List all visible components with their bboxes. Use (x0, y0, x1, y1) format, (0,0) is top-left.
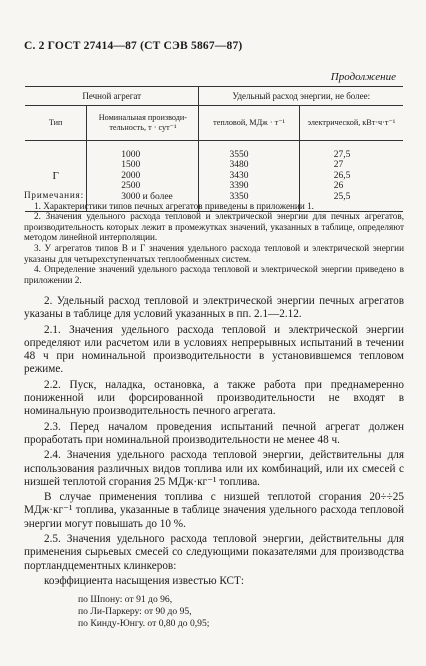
notes-section (24, 190, 404, 285)
electric-value: 26,5 (333, 170, 351, 181)
paragraph: 2.2. Пуск, наладка, остановка, а также работа при преднамеренно пониженной или форсированной производительности не входят в номинальную производительность печного агрегата. (24, 378, 404, 418)
note-item: 4. Определение значений удельного расхода тепловой и электрической энергии приведено в приложении 2. (24, 264, 404, 285)
group-header-consumption: Удельный расход энергии, не более: (199, 87, 403, 106)
body-text (24, 295, 404, 630)
list-item: по Шпону: от 91 до 96, (78, 594, 173, 606)
electric-value: 25,5 (333, 191, 351, 202)
column-header-type: Тип (25, 106, 87, 141)
list-lead: коэффициента насыщения известью КСТ: (44, 574, 244, 587)
paragraph: В случае применения топлива с низшей теплотой сгорания 20÷÷25 МДж·кг⁻¹ топлива, указанные в таблице значения удельного расхода тепловой энергии могут повышать до 10 %. (24, 491, 404, 530)
thermal-value: 3550 (229, 149, 249, 160)
criteria-list (78, 594, 404, 630)
list-item: по Кинду-Юнгу. от 0,80 до 0,95; (78, 618, 210, 630)
paragraph: 2.5. Значения удельного расхода тепловой энергии, действительны для применения сырьевых смесей со следующими показателями для производства портландцементных клинкеров: (24, 533, 404, 572)
electric-value: 27 (333, 160, 344, 171)
notes-title: Примечания: (24, 190, 84, 200)
list-item: по Ли-Паркеру: от 90 до 95, (78, 606, 192, 618)
note-item: 1. Характеристики типов печных агрегатов приведены в приложении 1. (34, 200, 314, 211)
thermal-value: 3350 (229, 191, 249, 202)
column-header-capacity: Номинальная производи-тельность, т · сут⁻¹ (87, 106, 199, 141)
paragraph: 2. Удельный расход тепловой и электрической энергии печных агрегатов указаны в таблице для условий указанных в пп. 2.1—2.12. (24, 295, 404, 321)
capacity-value: 2000 (121, 170, 141, 181)
thermal-value: 3480 (229, 160, 249, 171)
capacity-value: 3000 и более (121, 191, 173, 202)
paragraph: 2.3. Перед началом проведения испытаний печной агрегат должен проработать при номинальной производительности не менее 48 ч. (24, 420, 404, 446)
capacity-value: 1500 (121, 160, 141, 171)
thermal-value: 3390 (229, 181, 249, 192)
column-header-electric: электрической, кВт·ч·т⁻¹ (299, 106, 403, 141)
column-header-thermal: тепловой, МДж · т⁻¹ (199, 106, 299, 141)
paragraph: 2.1. Значения удельного расхода тепловой и электрической энергии определяют или расчетом или в условиях непрерывных испытаний в течении 48 ч при номинальной производительности в установившемся тепловом режиме. (24, 323, 404, 376)
note-item: 3. У агрегатов типов В и Г значения удельного расхода тепловой и электрической энергии указаны для четырехступенчатых теплообменных систем. (24, 242, 404, 264)
note-item: 2. Значения удельного расхода тепловой и электрической энергии для печных агрегатов, производительность которых лежит в промежутках значений, указанных в таблице, определяют методом линейной интерполяции. (24, 211, 404, 243)
table-cell-type: Г (25, 141, 87, 212)
thermal-value: 3430 (229, 170, 249, 181)
paragraph: 2.4. Значения удельного расхода тепловой энергии, действительны для использования различных видов топлива или их комбинаций, или их смесей с низшей теплотой сгорания 25 МДж·кг⁻¹ топлива. (24, 449, 404, 488)
capacity-value: 2500 (121, 181, 141, 192)
electric-value: 27,5 (333, 149, 351, 160)
page-header: С. 2 ГОСТ 27414—87 (СТ СЭВ 5867—87) (24, 40, 243, 52)
continuation-label: Продолжение (330, 71, 396, 83)
capacity-value: 1000 (121, 149, 141, 160)
electric-value: 26 (333, 181, 344, 192)
group-header-furnace: Печной агрегат (25, 87, 199, 106)
